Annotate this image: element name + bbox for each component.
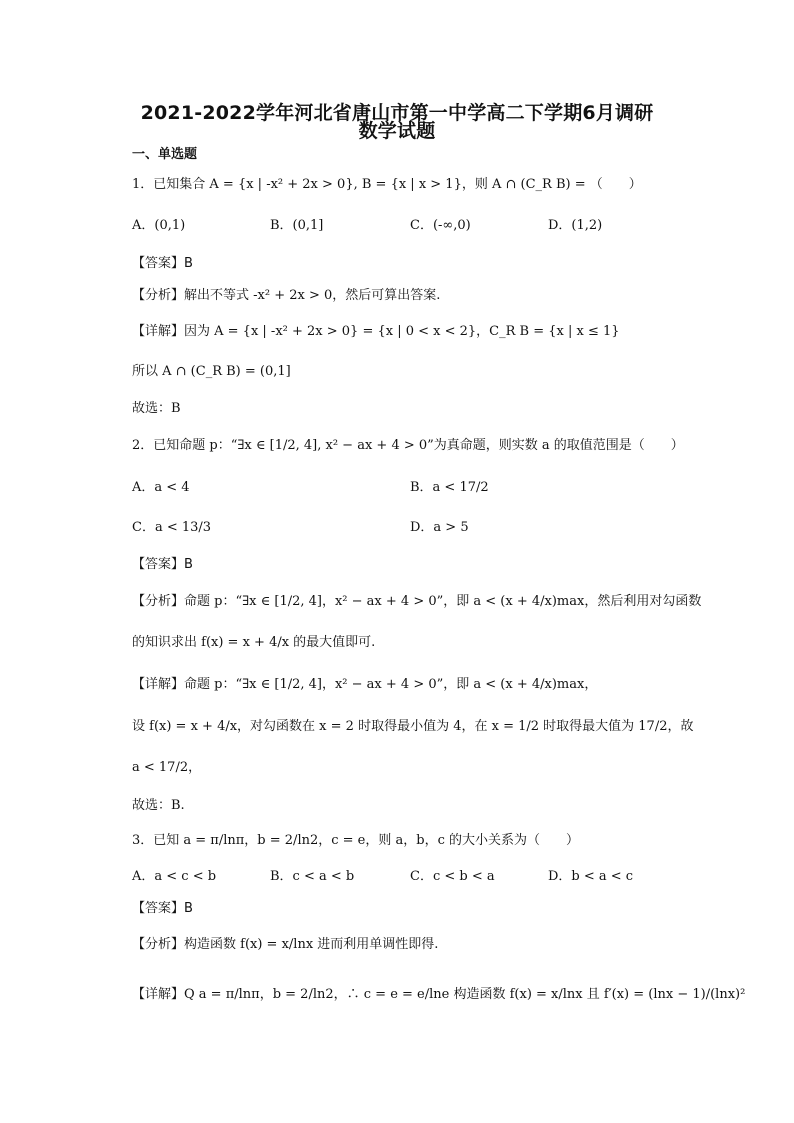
q2-option-b: B．a < 17/2 [410,480,489,495]
q3-option-d: D．b < a < c [548,869,634,884]
q1-answer: 【答案】B [132,256,193,271]
q1-option-d: D．(1,2) [548,218,603,233]
q1-option-a: A．(0,1) [132,218,186,233]
q2-answer: 【答案】B [132,557,193,572]
question-2-stem: 2．已知命题 p：“∃x ∈ [1/2, 4], x² − ax + 4 > 0”为真命题，则实数 a 的取值范围是（ ） [132,438,684,453]
q3-option-c: C．c < b < a [410,869,495,884]
q1-detail-2: 所以 A ∩ (C_R B) = (0,1] [132,364,291,379]
question-1-stem: 1．已知集合 A = {x | -x² + 2x > 0}, B = {x | x > 1}，则 A ∩ (C_R B) = （ ） [132,177,642,192]
q2-analysis-1: 【分析】命题 p：“∃x ∈ [1/2, 4]，x² − ax + 4 > 0”，即 a < (x + 4/x)max，然后利用对勾函数 [132,594,702,609]
q3-detail: 【详解】Q a = π/lnπ，b = 2/ln2，∴ c = e = e/lne 构造函数 f(x) = x/lnx 且 f′(x) = (lnx − 1)/(lnx)² [132,987,746,1002]
question-3-stem: 3．已知 a = π/lnπ，b = 2/ln2，c = e，则 a，b，c 的大小关系为（ ） [132,833,579,848]
document-subtitle: 数学试题 [358,120,436,142]
document-title: 2021-2022学年河北省唐山市第一中学高二下学期6月调研 [140,102,654,124]
q3-option-b: B．c < a < b [270,869,355,884]
q3-analysis: 【分析】构造函数 f(x) = x/lnx 进而利用单调性即得. [132,937,439,952]
q3-answer: 【答案】B [132,901,193,916]
q2-detail-1: 【详解】命题 p：“∃x ∈ [1/2, 4]，x² − ax + 4 > 0”，即 a < (x + 4/x)max， [132,677,598,692]
q1-analysis: 【分析】解出不等式 -x² + 2x > 0，然后可算出答案. [132,288,441,303]
section-heading: 一、单选题 [132,147,198,162]
q3-option-a: A．a < c < b [132,869,217,884]
q2-option-c: C．a < 13/3 [132,520,212,535]
q1-detail-1: 【详解】因为 A = {x | -x² + 2x > 0} = {x | 0 < x < 2}，C_R B = {x | x ≤ 1} [132,324,620,339]
q2-detail-2: 设 f(x) = x + 4/x，对勾函数在 x = 2 时取得最小值为 4，在 x = 1/2 时取得最大值为 17/2，故 [132,719,694,734]
q2-analysis-2: 的知识求出 f(x) = x + 4/x 的最大值即可. [132,635,376,650]
q1-option-b: B．(0,1] [270,218,324,233]
q2-option-a: A．a < 4 [132,480,190,495]
q1-option-c: C．(-∞,0) [410,218,471,233]
q2-choice: 故选：B. [132,798,185,813]
q1-choice: 故选：B [132,401,181,416]
q2-detail-3: a < 17/2， [132,760,202,775]
q2-option-d: D．a > 5 [410,520,469,535]
